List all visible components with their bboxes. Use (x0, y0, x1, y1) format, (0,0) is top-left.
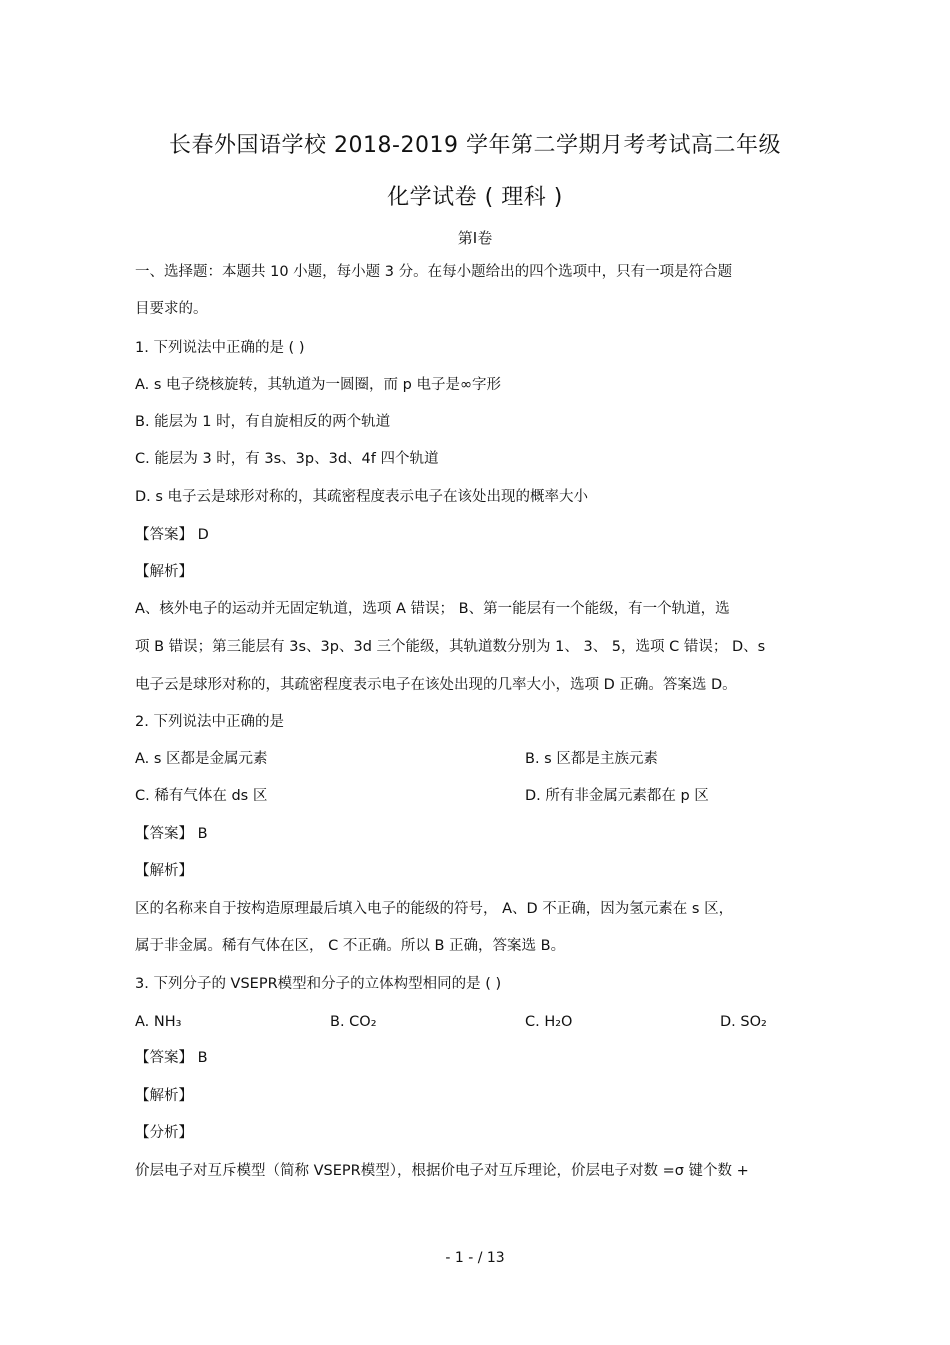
q1-analysis-line-1: A、核外电子的运动并无固定轨道，选项 A 错误； B、第一能层有一个能级，有一个轨道，选 (135, 601, 730, 617)
q2-option-c: C. 稀有气体在 ds 区 (135, 788, 268, 804)
q1-analysis-line-2: 项 B 错误；第三能层有 3s、3p、3d 三个能级，其轨道数分别为 1、 3、 5，选项 C 错误； D、s (135, 639, 766, 655)
q2-answer: 【答案】 B (135, 826, 208, 842)
q3-answer: 【答案】 B (135, 1050, 208, 1066)
q1-stem: 1. 下列说法中正确的是 ( ) (135, 340, 305, 356)
q3-option-d: D. SO₂ (720, 1014, 767, 1030)
q2-option-b: B. s 区都是主族元素 (525, 751, 658, 767)
q3-option-b: B. CO₂ (330, 1014, 377, 1030)
doc-subtitle: 化学试卷 ( 理科 ) (387, 185, 563, 210)
instructions-line-2: 目要求的。 (135, 301, 208, 317)
q2-analysis-label: 【解析】 (135, 863, 193, 879)
q1-option-b: B. 能层为 1 时，有自旋相反的两个轨道 (135, 414, 391, 430)
q3-option-a: A. NH₃ (135, 1014, 182, 1030)
q1-option-a: A. s 电子绕核旋转，其轨道为一圆圈，而 p 电子是∞字形 (135, 377, 502, 393)
instructions-line-1: 一、选择题：本题共 10 小题，每小题 3 分。在每小题给出的四个选项中，只有一项是符合题 (135, 264, 733, 280)
q3-fenxi-line: 价层电子对互斥模型（简称 VSEPR模型），根据价电子对互斥理论，价层电子对数 =σ 键个数 + (135, 1163, 749, 1179)
q1-option-c: C. 能层为 3 时，有 3s、3p、3d、4f 四个轨道 (135, 451, 439, 467)
q1-analysis-label: 【解析】 (135, 564, 193, 580)
q3-analysis-label: 【解析】 (135, 1088, 193, 1104)
q3-option-c: C. H₂O (525, 1014, 573, 1030)
q2-analysis-line-2: 属于非金属。稀有气体在区， C 不正确。所以 B 正确，答案选 B。 (135, 938, 566, 954)
q3-fenxi-label: 【分析】 (135, 1125, 193, 1141)
q1-option-d: D. s 电子云是球形对称的，其疏密程度表示电子在该处出现的概率大小 (135, 489, 589, 505)
section-heading: 第Ⅰ卷 (457, 229, 493, 247)
q2-stem: 2. 下列说法中正确的是 (135, 714, 284, 730)
q2-analysis-line-1: 区的名称来自于按构造原理最后填入电子的能级的符号， A、D 不正确，因为氢元素在 s 区， (135, 901, 734, 917)
q1-analysis-line-3: 电子云是球形对称的，其疏密程度表示电子在该处出现的几率大小，选项 D 正确。答案选 D。 (135, 677, 737, 693)
doc-title: 长春外国语学校 2018-2019 学年第二学期月考考试高二年级 (169, 133, 781, 158)
q2-option-a: A. s 区都是金属元素 (135, 751, 268, 767)
q1-answer: 【答案】 D (135, 527, 209, 543)
q3-stem: 3. 下列分子的 VSEPR模型和分子的立体构型相同的是 ( ) (135, 976, 502, 992)
page-number: - 1 - / 13 (445, 1250, 505, 1266)
q2-option-d: D. 所有非金属元素都在 p 区 (525, 788, 709, 804)
